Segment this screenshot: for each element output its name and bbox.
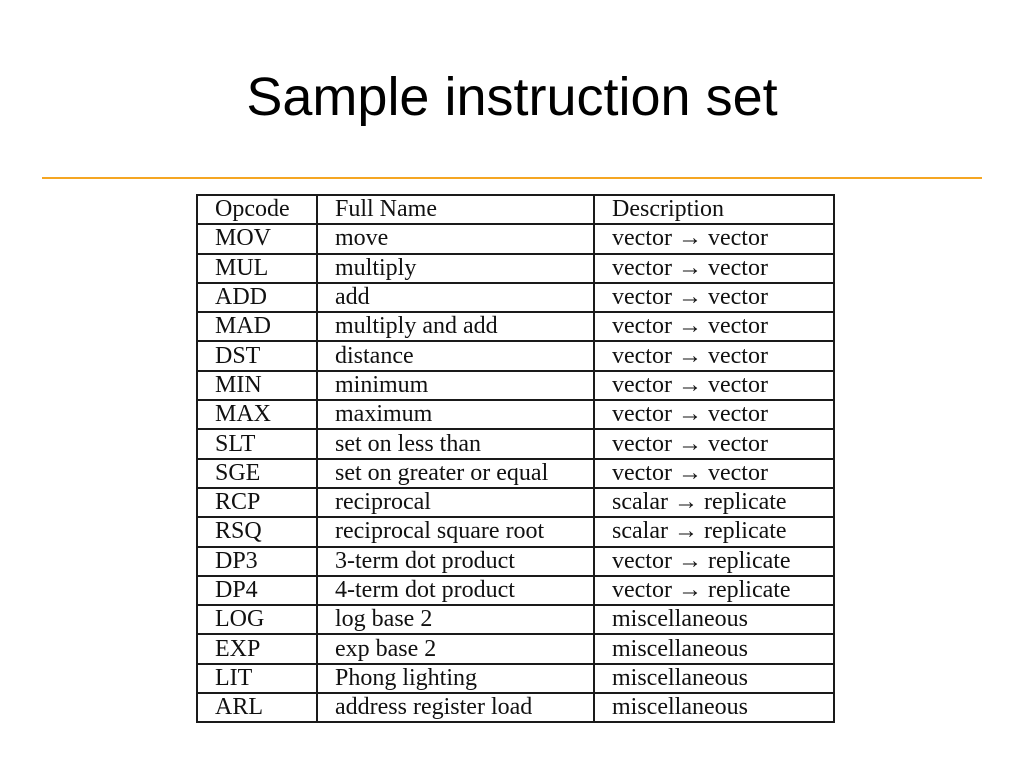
table-row <box>197 371 834 400</box>
description-cell: miscellaneous <box>594 693 834 722</box>
slide-title: Sample instruction set <box>246 67 778 127</box>
description-cell: scalar → replicate <box>594 517 834 546</box>
opcode-cell: MOV <box>197 224 317 253</box>
description-cell: miscellaneous <box>594 605 834 634</box>
description-cell: scalar → replicate <box>594 488 834 517</box>
opcode-cell: SGE <box>197 459 317 488</box>
description-cell: vector → vector <box>594 341 834 370</box>
opcode-cell: DP4 <box>197 576 317 605</box>
opcode-cell: MIN <box>197 371 317 400</box>
table-row <box>197 400 834 429</box>
instruction-set-table <box>196 194 835 723</box>
full-name-cell: exp base 2 <box>317 634 594 663</box>
opcode-cell: MUL <box>197 254 317 283</box>
opcode-cell: RSQ <box>197 517 317 546</box>
table-row <box>197 488 834 517</box>
opcode-cell: EXP <box>197 634 317 663</box>
table-row <box>197 605 834 634</box>
table-row <box>197 664 834 693</box>
header-full-name: Full Name <box>317 195 594 224</box>
opcode-cell: DP3 <box>197 547 317 576</box>
full-name-cell: address register load <box>317 693 594 722</box>
description-cell: vector → vector <box>594 224 834 253</box>
full-name-cell: set on greater or equal <box>317 459 594 488</box>
opcode-cell: ARL <box>197 693 317 722</box>
instruction-table-container <box>196 194 833 723</box>
table-row <box>197 254 834 283</box>
full-name-cell: multiply and add <box>317 312 594 341</box>
full-name-cell: add <box>317 283 594 312</box>
table-row <box>197 576 834 605</box>
description-cell: vector → vector <box>594 254 834 283</box>
description-cell: vector → vector <box>594 283 834 312</box>
table-header-row <box>197 195 834 224</box>
table-row <box>197 459 834 488</box>
description-cell: vector → vector <box>594 429 834 458</box>
full-name-cell: reciprocal <box>317 488 594 517</box>
table-row <box>197 517 834 546</box>
full-name-cell: move <box>317 224 594 253</box>
description-cell: miscellaneous <box>594 664 834 693</box>
full-name-cell: multiply <box>317 254 594 283</box>
header-description: Description <box>594 195 834 224</box>
opcode-cell: DST <box>197 341 317 370</box>
full-name-cell: distance <box>317 341 594 370</box>
table-row <box>197 341 834 370</box>
full-name-cell: Phong lighting <box>317 664 594 693</box>
full-name-cell: 4-term dot product <box>317 576 594 605</box>
description-cell: vector → vector <box>594 371 834 400</box>
title-divider <box>42 177 982 179</box>
table-row <box>197 634 834 663</box>
description-cell: vector → replicate <box>594 576 834 605</box>
full-name-cell: minimum <box>317 371 594 400</box>
opcode-cell: LIT <box>197 664 317 693</box>
description-cell: vector → vector <box>594 459 834 488</box>
opcode-cell: ADD <box>197 283 317 312</box>
table-body <box>197 224 834 722</box>
opcode-cell: MAD <box>197 312 317 341</box>
table-row <box>197 283 834 312</box>
table-row <box>197 693 834 722</box>
opcode-cell: LOG <box>197 605 317 634</box>
opcode-cell: SLT <box>197 429 317 458</box>
full-name-cell: log base 2 <box>317 605 594 634</box>
description-cell: vector → vector <box>594 400 834 429</box>
description-cell: miscellaneous <box>594 634 834 663</box>
full-name-cell: reciprocal square root <box>317 517 594 546</box>
full-name-cell: set on less than <box>317 429 594 458</box>
description-cell: vector → replicate <box>594 547 834 576</box>
full-name-cell: 3-term dot product <box>317 547 594 576</box>
header-opcode: Opcode <box>197 195 317 224</box>
description-cell: vector → vector <box>594 312 834 341</box>
table-row <box>197 224 834 253</box>
table-row <box>197 429 834 458</box>
full-name-cell: maximum <box>317 400 594 429</box>
opcode-cell: RCP <box>197 488 317 517</box>
table-row <box>197 312 834 341</box>
opcode-cell: MAX <box>197 400 317 429</box>
table-row <box>197 547 834 576</box>
